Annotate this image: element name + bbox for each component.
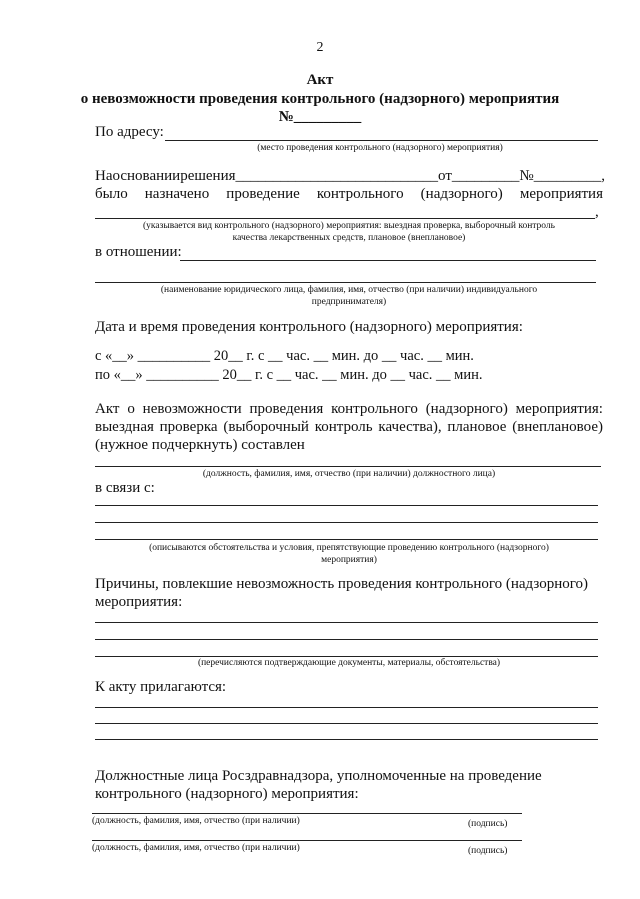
regarding-field-1[interactable] [180,260,596,261]
address-caption: (место проведения контрольного (надзорного) мероприятия) [257,143,503,153]
reason-field-2[interactable] [95,522,598,523]
activity-type-caption-2: качества лекарственных средств, плановое (внеплановое) [232,233,466,243]
causes-field-3[interactable] [95,656,598,657]
official-field[interactable] [95,466,601,467]
regarding-caption-2: предпринимателя) [311,297,387,307]
datetime-to[interactable]: по «__» __________ 20__ г. с __ час. __ мин. до __ час. __ мин. [95,367,483,383]
address-label: По адресу: [95,124,164,140]
attachments-field-3[interactable] [95,739,598,740]
reason-caption-1: (описываются обстоятельства и условия, препятствующие проведению контрольного (надзорного) [149,543,549,553]
act-line-3: (нужное подчеркнуть) составлен [95,437,305,453]
official-2-signature-field[interactable] [462,840,522,841]
attachments-field-1[interactable] [95,707,598,708]
official-caption: (должность, фамилия, имя, отчество (при наличии) должностного лица) [202,469,496,479]
officials-heading-2: контрольного (надзорного) мероприятия: [95,786,359,802]
reason-field-3[interactable] [95,539,598,540]
act-number: №_________ [278,109,362,125]
official-2-name-caption: (должность, фамилия, имя, отчество (при наличии) [92,843,300,853]
reason-label: в связи с: [95,480,155,496]
official-1-signature-field[interactable] [462,813,522,814]
official-1-signature-caption: (подпись) [468,819,508,829]
attachments-heading: К акту прилагаются: [95,679,227,695]
address-field[interactable] [165,140,598,141]
act-title: Акт [306,72,334,88]
causes-caption: (перечисляются подтверждающие документы, материалы, обстоятельства) [197,658,501,668]
act-line-1: Акт о невозможности проведения контрольного (надзорного) мероприятия: [95,401,603,417]
decision-line-2: было назначено проведение контрольного (надзорного) мероприятия [95,186,603,202]
datetime-heading: Дата и время проведения контрольного (надзорного) мероприятия: [95,319,523,335]
official-2-signature-caption: (подпись) [468,846,508,856]
regarding-field-2[interactable] [95,282,596,283]
regarding-label: в отношении: [95,244,182,260]
activity-type-comma: , [595,204,599,220]
attachments-field-2[interactable] [95,723,598,724]
activity-type-caption-1: (указывается вид контрольного (надзорного) мероприятия: выездная проверка, выборочный контроль [142,221,556,231]
causes-heading-2: мероприятия: [95,594,183,610]
causes-field-1[interactable] [95,622,598,623]
causes-heading-1: Причины, повлекшие невозможность проведения контрольного (надзорного) [95,576,589,592]
causes-field-2[interactable] [95,639,598,640]
official-1-name-field[interactable] [92,813,512,814]
regarding-caption-1: (наименование юридического лица, фамилия, имя, отчество (при наличии) индивидуального [160,285,538,295]
act-line-2: выездная проверка (выборочный контроль качества), плановое (внеплановое) [95,419,603,435]
page-number: 2 [316,40,324,55]
decision-line-1: На основании решения___________________________ от _________ № _________, [95,168,605,184]
official-2-name-field[interactable] [92,840,512,841]
activity-type-field[interactable] [95,218,595,219]
officials-heading-1: Должностные лица Росздравнадзора, уполномоченные на проведение [95,768,542,784]
datetime-from[interactable]: с «__» __________ 20__ г. с __ час. __ мин. до __ час. __ мин. [95,348,474,364]
act-subtitle: о невозможности проведения контрольного (надзорного) мероприятия [80,91,560,107]
reason-caption-2: мероприятия) [321,555,377,565]
official-1-name-caption: (должность, фамилия, имя, отчество (при наличии) [92,816,300,826]
reason-field-1[interactable] [95,505,598,506]
